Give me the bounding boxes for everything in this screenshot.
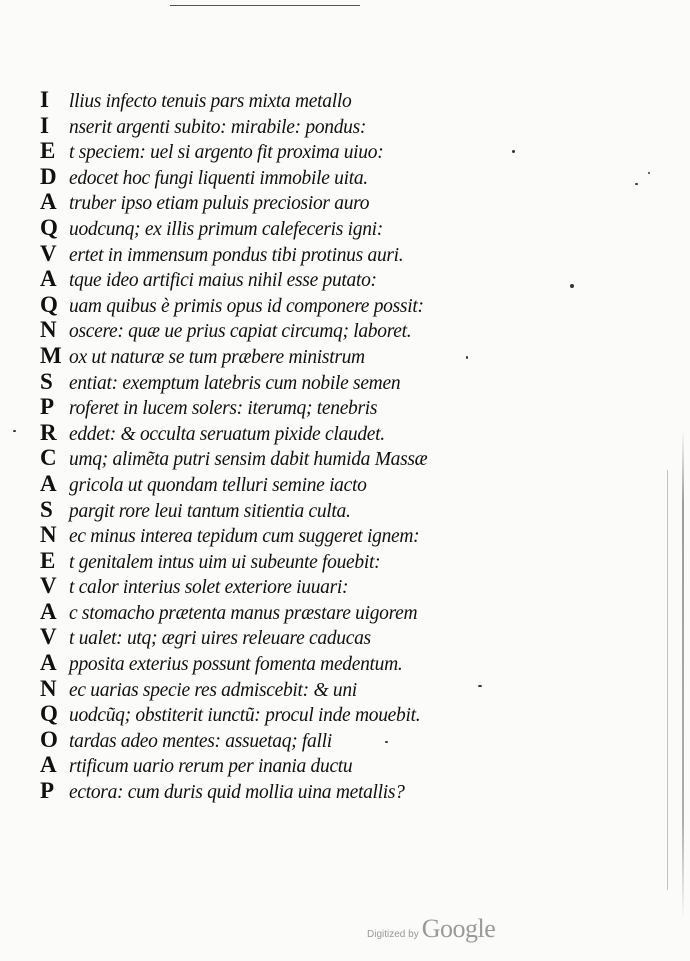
- verse-initial: Q: [40, 701, 58, 727]
- verse-line: [40, 317, 510, 343]
- digitized-by-google-watermark: [367, 914, 495, 944]
- verse-initial: Q: [40, 214, 58, 240]
- verse-initial: N: [40, 522, 57, 548]
- verse-text: eddet: & occulta seruatum pixide claudet.: [69, 423, 385, 445]
- top-rule: [170, 5, 360, 6]
- verse-line: [40, 189, 510, 215]
- verse-initial: S: [40, 368, 53, 394]
- verse-initial: S: [40, 496, 53, 522]
- ink-speck: [512, 150, 515, 153]
- ink-speck: [466, 356, 468, 359]
- verse-line: [40, 343, 510, 369]
- verse-initial: A: [40, 650, 57, 676]
- verse-initial: E: [40, 547, 56, 573]
- verse-line: [40, 87, 510, 113]
- verse-text: umq; alimẽta putri sensim dabit humida Massæ: [69, 449, 428, 471]
- verse-text: roferet in lucem solers: iterumq; tenebris: [69, 398, 378, 420]
- verse-initial: V: [40, 240, 57, 266]
- verse-line: [40, 266, 510, 292]
- verse-text: tardas adeo mentes: assuetaq; falli: [69, 730, 332, 752]
- ink-speck: [635, 183, 638, 185]
- google-logo: Google: [421, 914, 496, 943]
- verse-text: ec minus interea tepidum cum suggeret ignem:: [69, 526, 420, 548]
- verse-initial: A: [40, 189, 57, 215]
- ink-speck: [648, 172, 650, 174]
- verse-text: t speciem: uel si argento fit proxima uiuo:: [69, 142, 384, 164]
- verse-line: [40, 752, 510, 778]
- poem-text: [40, 87, 510, 804]
- verse-line: [40, 548, 510, 574]
- verse-initial: A: [40, 598, 57, 624]
- verse-line: [40, 497, 510, 523]
- verse-text: edocet hoc fungi liquenti immobile uita.: [69, 167, 368, 189]
- verse-initial: N: [40, 675, 57, 701]
- verse-initial: I: [40, 87, 49, 112]
- verse-line: [40, 445, 510, 471]
- verse-line: [40, 727, 510, 753]
- verse-line: [40, 164, 510, 190]
- verse-text: uam quibus è primis opus id componere possit:: [69, 295, 424, 317]
- verse-text: rtificum uario rerum per inania ductu: [69, 756, 353, 778]
- verse-initial: O: [40, 726, 58, 752]
- verse-line: [40, 599, 510, 625]
- verse-text: nserit argenti subito: mirabile: pondus:: [69, 116, 367, 138]
- verse-line: [40, 650, 510, 676]
- verse-line: [40, 573, 510, 599]
- verse-text: ec uarias specie res admiscebit: & uni: [69, 679, 357, 701]
- verse-initial: V: [40, 573, 57, 599]
- verse-line: [40, 624, 510, 650]
- ink-speck: [13, 430, 16, 432]
- verse-text: ox ut naturæ se tum præbere ministrum: [69, 346, 365, 368]
- verse-text: t calor interius solet exteriore iuuari:: [69, 577, 349, 599]
- verse-line: [40, 369, 510, 395]
- verse-initial: V: [40, 624, 57, 650]
- verse-text: uodcũq; obstiterit iunctũ: procul inde mouebit.: [69, 705, 421, 727]
- verse-text: truber ipso etiam puluis preciosior auro: [69, 193, 370, 215]
- verse-text: oscere: quæ ue prius capiat circumq; laboret.: [69, 321, 412, 343]
- ink-speck: [478, 685, 482, 687]
- verse-initial: A: [40, 266, 57, 292]
- page-edge-line: [667, 470, 668, 890]
- verse-initial: A: [40, 752, 57, 778]
- verse-initial: P: [40, 394, 55, 420]
- verse-line: [40, 292, 510, 318]
- verse-text: tque ideo artifici maius nihil esse putato:: [69, 270, 377, 292]
- verse-text: entiat: exemptum latebris cum nobile semen: [69, 372, 401, 394]
- verse-line: [40, 241, 510, 267]
- verse-line: [40, 471, 510, 497]
- verse-text: t ualet: utq; ægri uires releuare caducas: [69, 628, 371, 650]
- verse-line: [40, 701, 510, 727]
- verse-text: pargit rore leui tantum sitientia culta.: [69, 500, 351, 522]
- verse-line: [40, 778, 510, 804]
- ink-speck: [385, 741, 388, 743]
- verse-line: [40, 113, 510, 139]
- verse-initial: A: [40, 470, 57, 496]
- verse-initial: R: [40, 419, 57, 445]
- verse-initial: C: [40, 445, 57, 471]
- verse-line: [40, 394, 510, 420]
- verse-initial: N: [40, 317, 57, 343]
- verse-text: ectora: cum duris quid mollia uina metallis?: [69, 782, 405, 804]
- verse-line: [40, 522, 510, 548]
- verse-line: [40, 138, 510, 164]
- verse-line: [40, 215, 510, 241]
- verse-initial: D: [40, 163, 57, 189]
- verse-initial: M: [40, 342, 62, 368]
- verse-text: ertet in immensum pondus tibi protinus auri.: [69, 244, 404, 266]
- verse-text: uodcunq; ex illis primum calefeceris igni:: [69, 218, 383, 240]
- verse-text: t genitalem intus uim ui subeunte fouebit:: [69, 551, 381, 573]
- verse-text: gricola ut quondam telluri semine iacto: [69, 474, 367, 496]
- verse-text: c stomacho prætenta manus præstare uigorem: [69, 602, 418, 624]
- ink-speck: [570, 284, 574, 288]
- verse-text: pposita exterius possunt fomenta medentum.: [69, 654, 403, 676]
- verse-line: [40, 420, 510, 446]
- verse-initial: I: [40, 112, 49, 138]
- verse-text: llius infecto tenuis pars mixta metallo: [69, 91, 352, 112]
- watermark-label: Digitized by: [367, 929, 419, 940]
- verse-initial: E: [40, 138, 56, 164]
- verse-line: [40, 676, 510, 702]
- page-edge-shadow: [682, 430, 684, 920]
- verse-initial: P: [40, 778, 55, 804]
- verse-initial: Q: [40, 291, 58, 317]
